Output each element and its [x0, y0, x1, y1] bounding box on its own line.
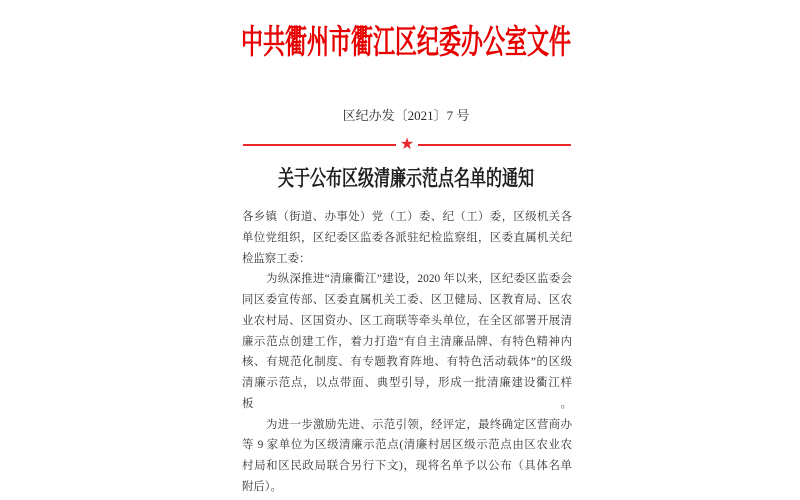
header-separator: [243, 137, 571, 153]
red-rule-right: [418, 144, 571, 146]
document-header-org-title: 中共衢州市衢江区纪委办公室文件: [240, 23, 571, 61]
body-text-line: 等 9 家单位为区级清廉示范点(清廉村居区级示范点由区农业农: [242, 439, 572, 452]
body-text-line: 各乡镇（街道、办事处）党（工）委、纪（工）委，区级机关各: [242, 211, 572, 223]
document-number: 区纪办发〔2021〕7 号: [342, 108, 470, 123]
red-rule-left: [243, 144, 396, 146]
body-text-line: 为进一步激励先进、示范引领，经评定，最终确定区营商办: [266, 418, 572, 431]
body-text-line: 清廉示范点，以点带面、典型引导，形成一批清廉建设衢江样板。: [242, 377, 572, 410]
star-icon: ★: [399, 136, 415, 153]
body-text-line: 廉示范点创建工作，着力打造“有自主清廉品牌、有特色精神内: [242, 335, 572, 348]
body-text-line: 单位党组织，区纪委区监委各派驻纪检监察组，区委直属机关纪: [242, 231, 572, 244]
body-text-line: 业农村局、区国资办、区工商联等牵头单位，在全区部署开展清: [242, 314, 572, 327]
body-text-line: 为纵深推进“清廉衢江”建设，2020 年以来，区纪委区监委会: [266, 273, 572, 286]
body-text-line: 村局和区民政局联合另行下文)，现将名单予以公布（具体名单: [242, 460, 572, 472]
body-text-line: 检监察工委：: [242, 252, 311, 265]
body-text-line: 同区委宣传部、区委直属机关工委、区卫健局、区教育局、区农: [242, 294, 572, 306]
body-text-line: 核、有规范化制度、有专题教育阵地、有特色活动载体”的区级: [242, 356, 572, 369]
body-text-line: 附后）。: [242, 480, 282, 493]
document-body: [242, 207, 572, 498]
document-title: 关于公布区级清廉示范点名单的通知: [277, 167, 534, 191]
